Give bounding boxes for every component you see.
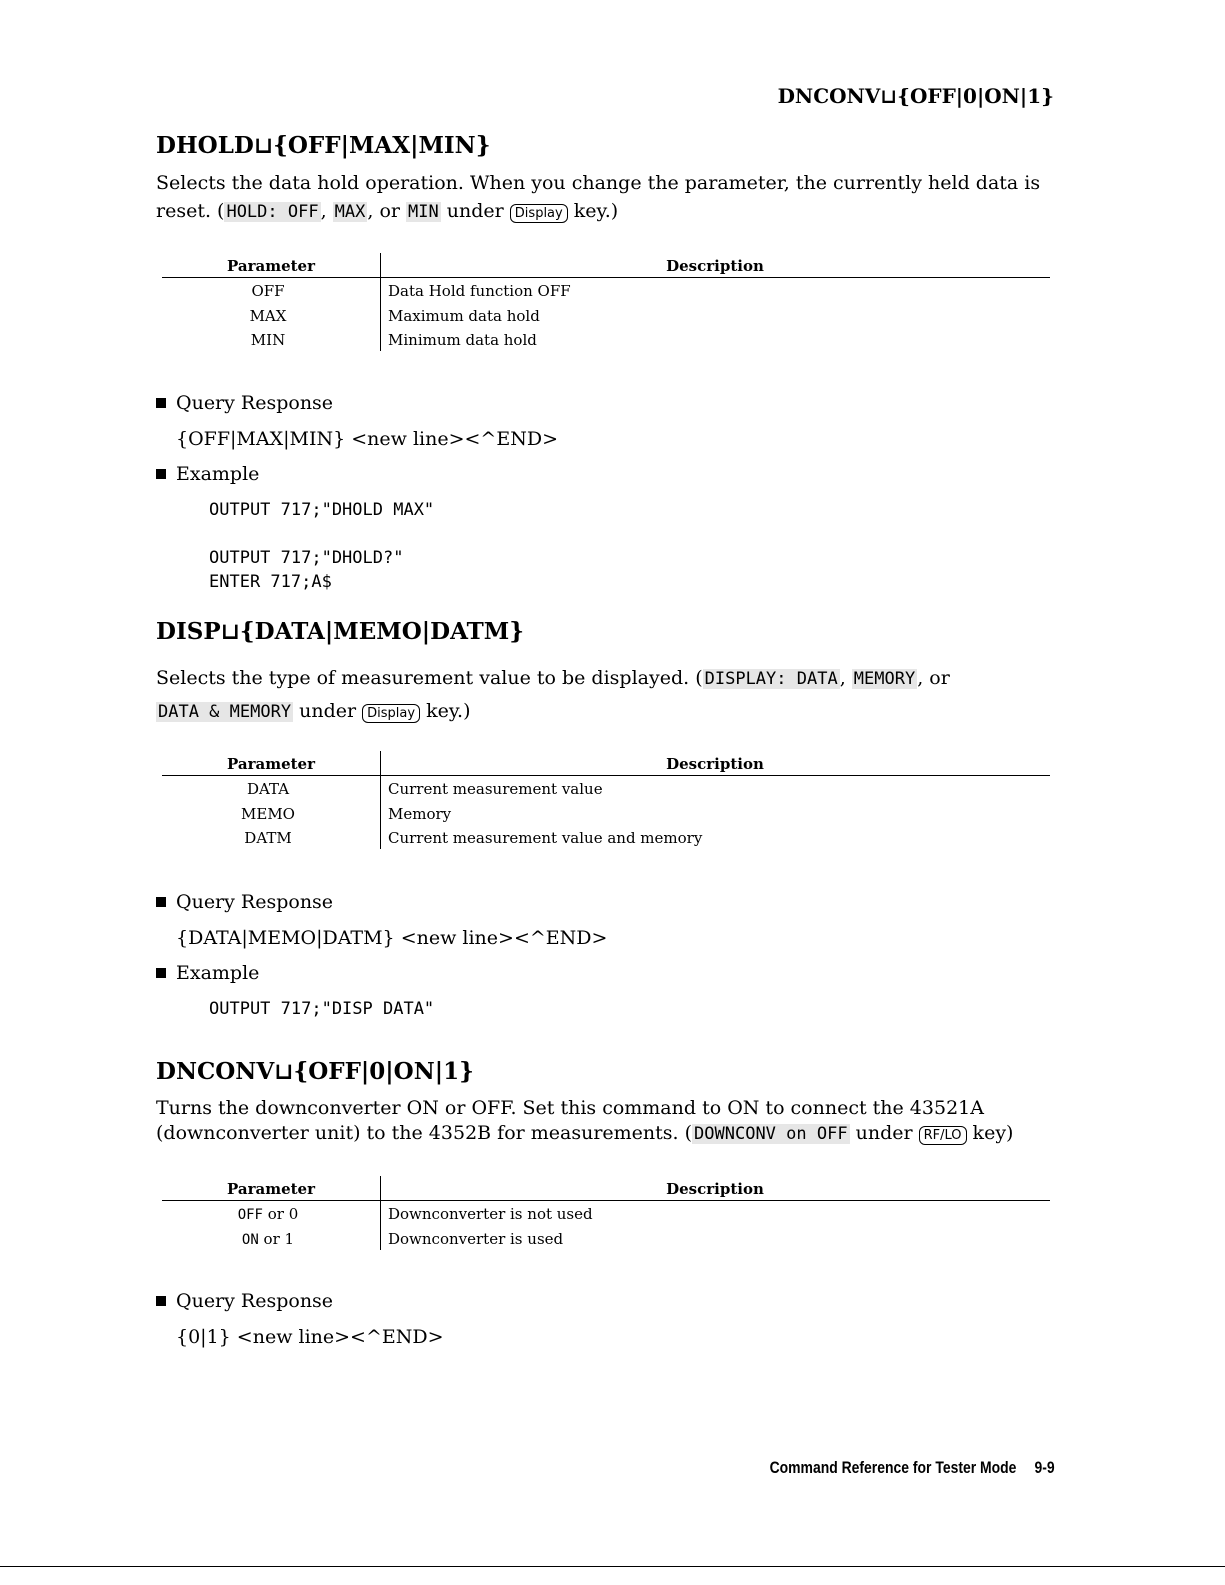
dnconv-query-response: {0|1} <new line><^END> <box>176 1326 444 1348</box>
dnconv-query-label: Query Response <box>156 1290 333 1312</box>
softkey-downconv: DOWNCONV on OFF <box>694 1124 848 1144</box>
bullet-icon <box>156 897 166 907</box>
table-row: MIN Minimum data hold <box>250 331 537 349</box>
bullet-icon <box>156 398 166 408</box>
bullet-icon <box>156 469 166 479</box>
disp-description <box>156 662 1056 728</box>
dnconv-desc-line2: (downconverter unit) to the 4352B for measurements. ( DOWNCONV on OFF under RF/LO key) <box>156 1122 1014 1144</box>
table-header: Parameter Description <box>162 1176 1050 1201</box>
running-head: DNCONV⊔{OFF|0|ON|1} <box>777 84 1054 108</box>
dhold-query-response: {OFF|MAX|MIN} <new line><^END> <box>176 428 558 450</box>
table-row: OFF Data Hold function OFF <box>251 282 571 300</box>
disp-query-label: Query Response <box>156 891 333 913</box>
disp-example-code: OUTPUT 717;"DISP DATA" <box>209 999 435 1019</box>
table-header: Parameter Description <box>162 253 1050 278</box>
bullet-icon <box>156 968 166 978</box>
hardkey-display: Display <box>362 704 420 723</box>
dhold-parameter-table <box>162 253 1050 352</box>
bullet-icon <box>156 1296 166 1306</box>
disp-example-label: Example <box>156 962 259 984</box>
softkey-data-memory: DATA & MEMORY <box>158 702 292 722</box>
dnconv-parameter-table <box>162 1176 1050 1250</box>
table-row: OFF or 0 Downconverter is not used <box>237 1205 593 1223</box>
page-footer <box>770 1458 1055 1478</box>
dhold-desc-line1: Selects the data hold operation. When you change the parameter, the currently held data is <box>156 172 1041 194</box>
footer-title: Command Reference for Tester Mode <box>769 1458 1017 1477</box>
table-row: DATM Current measurement value and memory <box>244 829 703 847</box>
disp-query-response: {DATA|MEMO|DATM} <new line><^END> <box>176 927 608 949</box>
table-row: DATA Current measurement value <box>246 780 603 798</box>
softkey-memory: MEMORY <box>853 669 916 689</box>
hardkey-display: Display <box>510 204 568 223</box>
softkey-max: MAX <box>334 202 366 222</box>
table-row: MAX Maximum data hold <box>249 306 540 325</box>
table-header: Parameter Description <box>162 751 1050 776</box>
section-title-dhold: DHOLD⊔{OFF|MAX|MIN} <box>156 132 491 159</box>
section-title-disp: DISP⊔{DATA|MEMO|DATM} <box>156 618 525 645</box>
disp-desc-line2: DATA & MEMORY under Display key.) <box>158 700 471 722</box>
page-number: 9-9 <box>1034 1458 1055 1477</box>
dnconv-desc-line1: Turns the downconverter ON or OFF. Set this command to ON to connect the 43521A <box>156 1097 984 1119</box>
section-title-dnconv: DNCONV⊔{OFF|0|ON|1} <box>156 1058 474 1085</box>
disp-desc-line1: Selects the type of measurement value to be displayed. ( DISPLAY: DATA , MEMORY , or <box>156 667 950 689</box>
hardkey-rf-lo: RF/LO <box>919 1126 967 1145</box>
dnconv-description <box>156 1096 1056 1147</box>
dhold-query-label: Query Response <box>156 392 333 414</box>
table-row: ON or 1 Downconverter is used <box>241 1229 564 1248</box>
table-row: MEMO Memory <box>241 804 452 823</box>
bottom-rule <box>0 1566 1225 1567</box>
softkey-display-data: DISPLAY: DATA <box>704 669 838 689</box>
disp-parameter-table <box>162 751 1050 850</box>
dhold-example-code: OUTPUT 717;"DHOLD MAX" OUTPUT 717;"DHOLD?" ENTER 717;A$ <box>209 500 435 592</box>
dhold-desc-line2: reset. ( HOLD: OFF , MAX , or MIN under Display key.) <box>156 200 619 222</box>
dhold-description <box>156 169 1056 226</box>
softkey-hold-off: HOLD: OFF <box>226 202 319 222</box>
softkey-min: MIN <box>408 202 439 222</box>
dhold-example-label: Example <box>156 463 259 485</box>
